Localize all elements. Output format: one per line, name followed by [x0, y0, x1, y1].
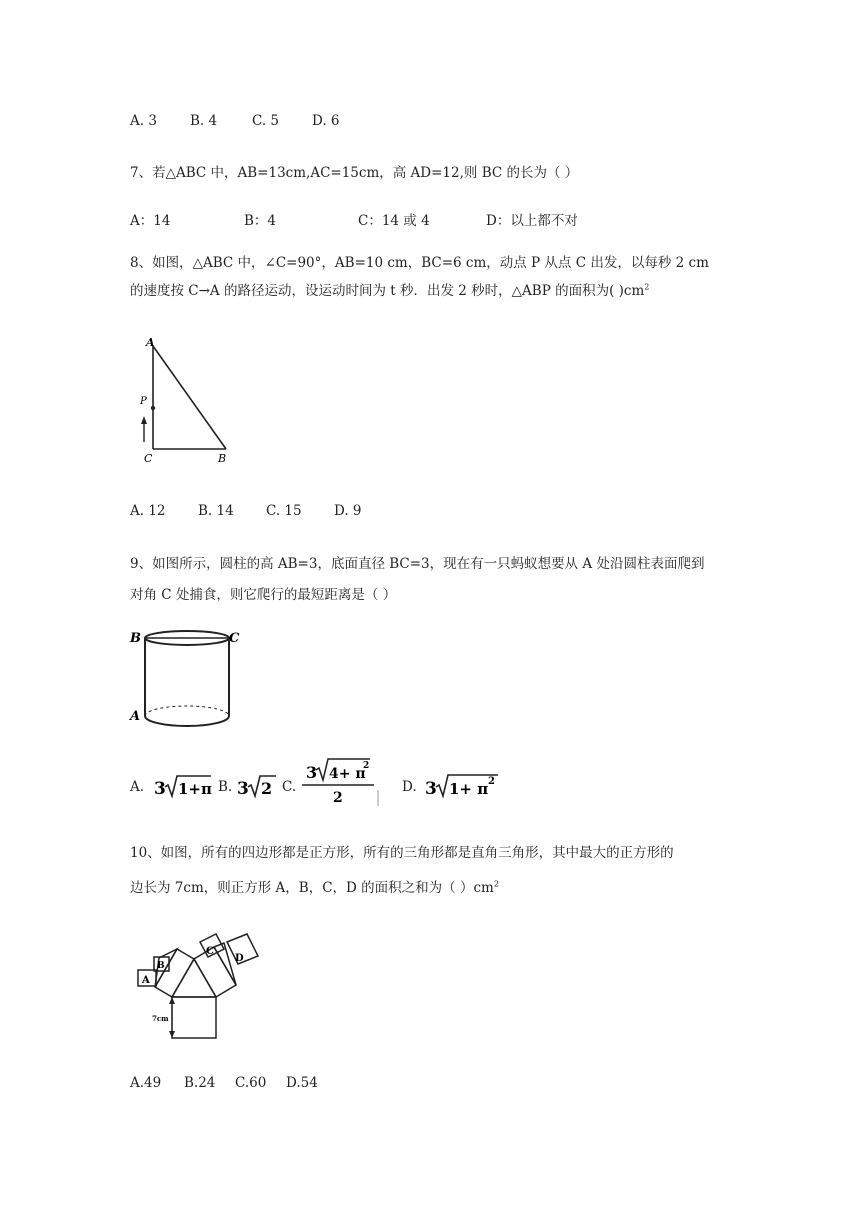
- q8-label-a: A: [146, 336, 155, 349]
- q9-c-denominator: 2: [333, 790, 343, 806]
- q10-label-d: D: [235, 953, 244, 964]
- q9-choice-b-letter: B.: [218, 779, 233, 795]
- q10-label-a: A: [142, 975, 150, 986]
- q9-choice-c-letter: C.: [282, 779, 297, 795]
- q9-cylinder-figure: [128, 624, 248, 740]
- q9-b-radicand: 2: [261, 779, 273, 798]
- q10-label-c: C: [206, 946, 214, 957]
- q9-choice-a-expression: [153, 772, 213, 800]
- q10-unit-exponent: 2: [493, 879, 499, 889]
- q8-choice-c: C. 15: [266, 503, 302, 519]
- q9-label-c: C: [229, 631, 240, 646]
- q10-choice-d: D.54: [286, 1075, 318, 1091]
- q9-d-coef: 3: [425, 779, 437, 799]
- q9-a-coef: 3: [154, 779, 166, 799]
- q8-unit-exponent: 2: [644, 282, 650, 292]
- q10-stem-line2: [130, 876, 499, 896]
- q9-c-coef: 3: [306, 763, 318, 782]
- q10-stem-text: 边长为 7cm，则正方形 A，B，C，D 的面积之和为（ ）cm: [130, 880, 494, 896]
- q9-stem-line2: 对角 C 处捕食，则它爬行的最短距离是（ ）: [130, 587, 397, 603]
- q10-label-length: 7cm: [152, 1014, 169, 1023]
- q10-choice-a: A.49: [130, 1075, 162, 1091]
- q7-choice-a: A：14: [130, 213, 171, 229]
- q6-choices: [130, 113, 340, 129]
- q7-choice-b: B：4: [244, 213, 277, 229]
- q7-choice-c: C：14 或 4: [358, 213, 430, 229]
- q7-choices: [130, 209, 578, 229]
- q9-b-coef: 3: [237, 779, 249, 799]
- q9-c-radicand: 4+ π: [329, 766, 366, 782]
- q8-label-p: P: [140, 396, 147, 407]
- q10-label-b: B: [157, 961, 165, 971]
- q9-c-exp: 2: [363, 761, 370, 771]
- q8-label-b: B: [218, 452, 227, 464]
- q8-stem-line1: 8、如图，△ABC 中，∠C=90°，AB=10 cm，BC=6 cm，动点 P 从点 C 出发，以每秒 2 cm: [130, 255, 709, 271]
- q10-squares-figure: [132, 924, 268, 1042]
- q8-stem-line2: [130, 279, 649, 299]
- q6-choice-c: C. 5: [252, 113, 280, 129]
- q9-choice-d-expression: [424, 770, 502, 800]
- q9-choice-b-expression: [236, 772, 280, 800]
- q7-choice-d: D：以上都不对: [486, 213, 578, 229]
- q8-triangle-figure: [136, 334, 236, 464]
- q10-choice-c: C.60: [235, 1075, 267, 1091]
- q8-choice-a: A. 12: [130, 503, 166, 519]
- q9-stem-line1: 9、如图所示，圆柱的高 AB=3，底面直径 BC=3，现在有一只蚂蚁想要从 A 处沿圆柱表面爬到: [130, 556, 705, 572]
- q9-choice-c-expression: [298, 754, 382, 808]
- q6-choice-d: D. 6: [312, 113, 340, 129]
- q9-a-radicand: 1+π: [178, 780, 212, 798]
- q6-choice-b: B. 4: [190, 113, 218, 129]
- q8-choice-d: D. 9: [334, 503, 362, 519]
- q6-choice-a: A. 3: [130, 113, 157, 129]
- q8-choices: [130, 503, 362, 519]
- q9-d-exp: 2: [488, 776, 495, 787]
- q9-label-b: B: [130, 631, 141, 646]
- q10-stem-line1: 10、如图，所有的四边形都是正方形，所有的三角形都是直角三角形，其中最大的正方形的: [130, 845, 674, 861]
- q10-choice-b: B.24: [184, 1075, 216, 1091]
- q9-label-a: A: [130, 709, 141, 724]
- q9-d-radicand: 1+ π: [449, 780, 489, 798]
- q8-label-c: C: [144, 452, 153, 464]
- q9-choice-d-letter: D.: [402, 779, 417, 795]
- q9-choice-a-letter: A.: [130, 779, 145, 795]
- q10-choices: [130, 1075, 318, 1091]
- q7-stem: 7、若△ABC 中，AB=13cm,AC=15cm，高 AD=12,则 BC 的长为（ ）: [130, 165, 579, 181]
- q8-choice-b: B. 14: [198, 503, 234, 519]
- q8-stem-text: 的速度按 C→A 的路径运动，设运动时间为 t 秒．出发 2 秒时，△ABP 的面积为( )cm: [130, 283, 645, 299]
